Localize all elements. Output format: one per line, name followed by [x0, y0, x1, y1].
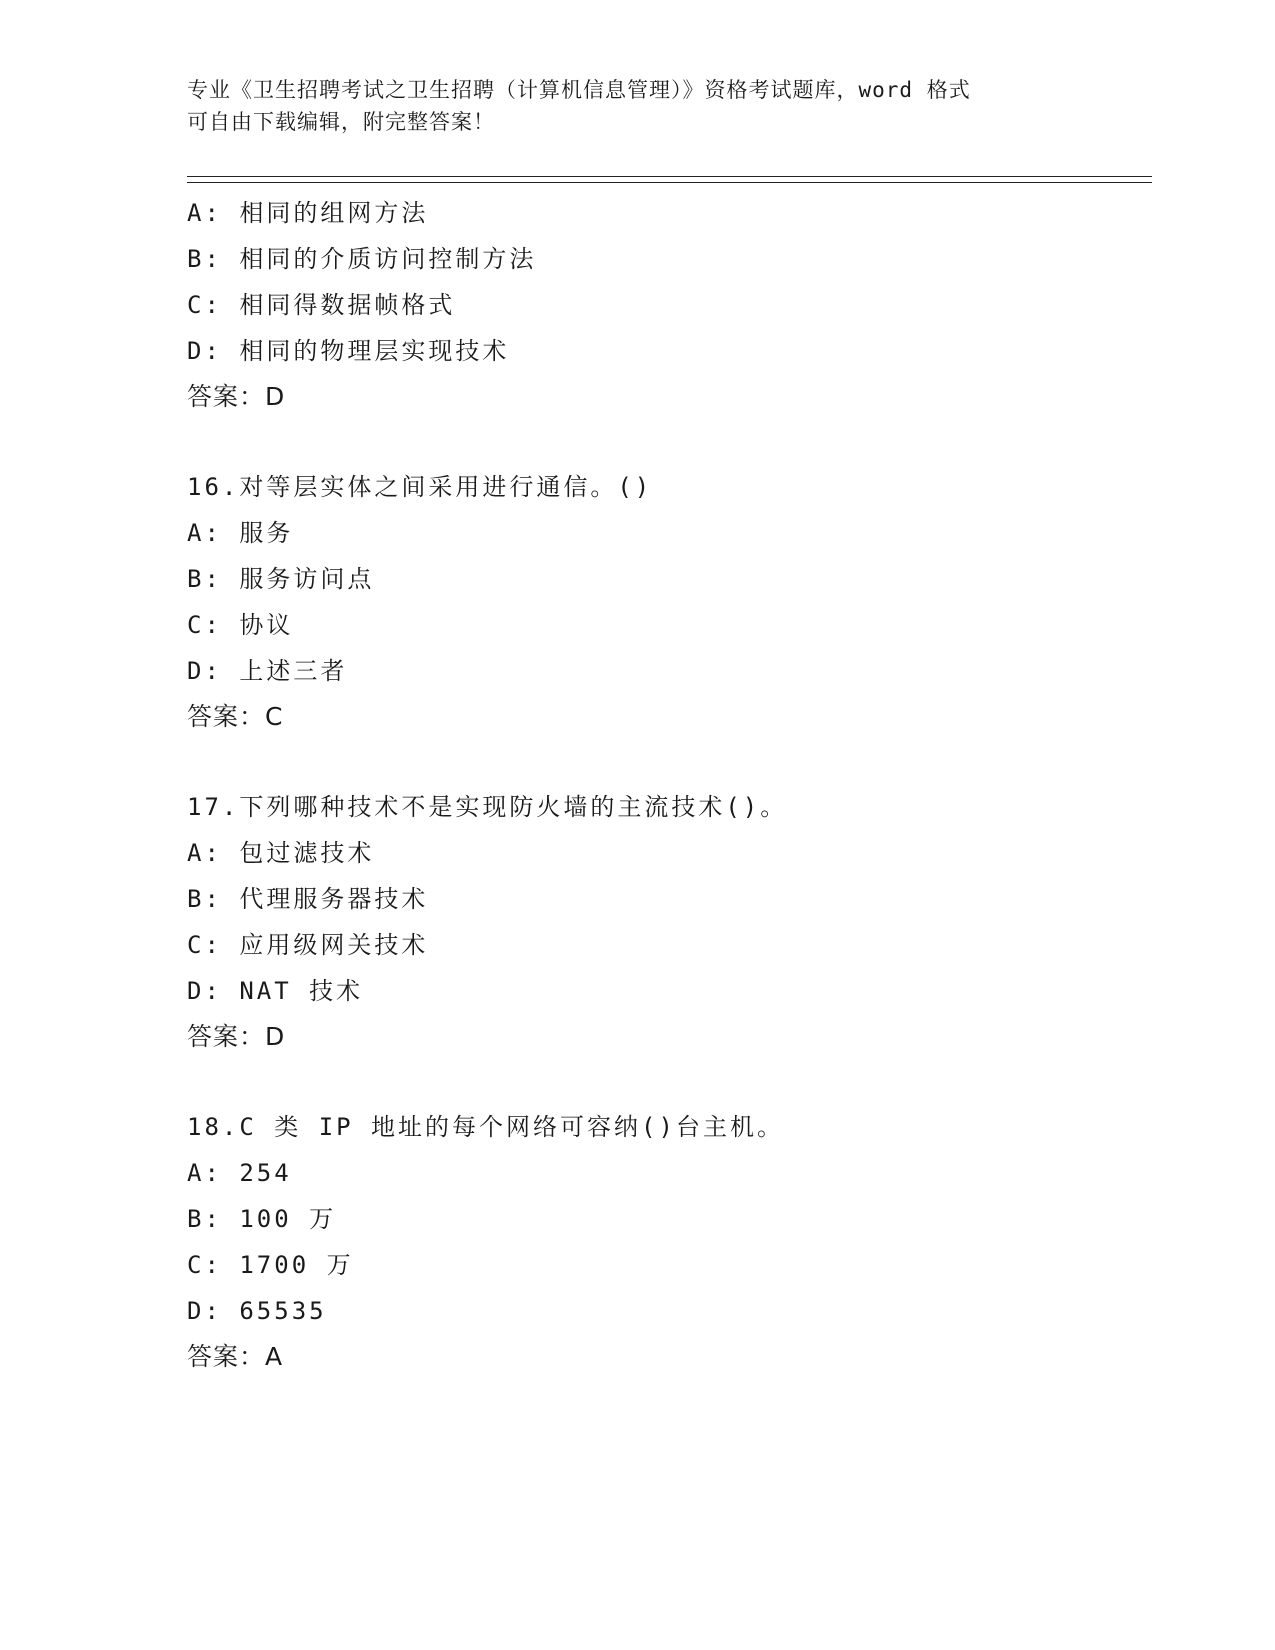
question-list	[187, 190, 1147, 1380]
question-block	[187, 464, 1147, 740]
option-a: A: 包过滤技术	[187, 839, 375, 867]
document-header	[187, 74, 1087, 138]
option-a: A: 服务	[187, 519, 294, 547]
option-c: C: 应用级网关技术	[187, 931, 429, 959]
answer-line: 答案：D	[187, 382, 286, 411]
option-c: C: 相同得数据帧格式	[187, 291, 456, 319]
header-line-2: 可自由下载编辑，附完整答案！	[187, 110, 495, 134]
question-text: 18.C 类 IP 地址的每个网络可容纳()台主机。	[187, 1113, 784, 1141]
question-text: 16.对等层实体之间采用进行通信。()	[187, 473, 653, 501]
option-d: D: NAT 技术	[187, 977, 364, 1005]
option-b: B: 相同的介质访问控制方法	[187, 245, 537, 273]
option-c: C: 协议	[187, 611, 294, 639]
option-b: B: 服务访问点	[187, 565, 375, 593]
option-a: A: 相同的组网方法	[187, 199, 429, 227]
answer-line: 答案：D	[187, 1022, 286, 1051]
option-b: B: 代理服务器技术	[187, 885, 429, 913]
answer-line: 答案：A	[187, 1342, 284, 1371]
header-divider-top	[187, 176, 1152, 177]
question-block	[187, 784, 1147, 1060]
question-block	[187, 1104, 1147, 1380]
question-block	[187, 190, 1147, 420]
answer-line: 答案：C	[187, 702, 284, 731]
option-d: D: 上述三者	[187, 657, 348, 685]
header-divider-bottom	[187, 182, 1152, 183]
option-d: D: 65535	[187, 1297, 327, 1325]
question-text: 17.下列哪种技术不是实现防火墙的主流技术()。	[187, 793, 788, 821]
option-d: D: 相同的物理层实现技术	[187, 337, 510, 365]
option-b: B: 100 万	[187, 1205, 337, 1233]
header-line-1: 专业《卫生招聘考试之卫生招聘（计算机信息管理）》资格考试题库，word 格式	[187, 78, 971, 102]
option-c: C: 1700 万	[187, 1251, 354, 1279]
option-a: A: 254	[187, 1159, 292, 1187]
